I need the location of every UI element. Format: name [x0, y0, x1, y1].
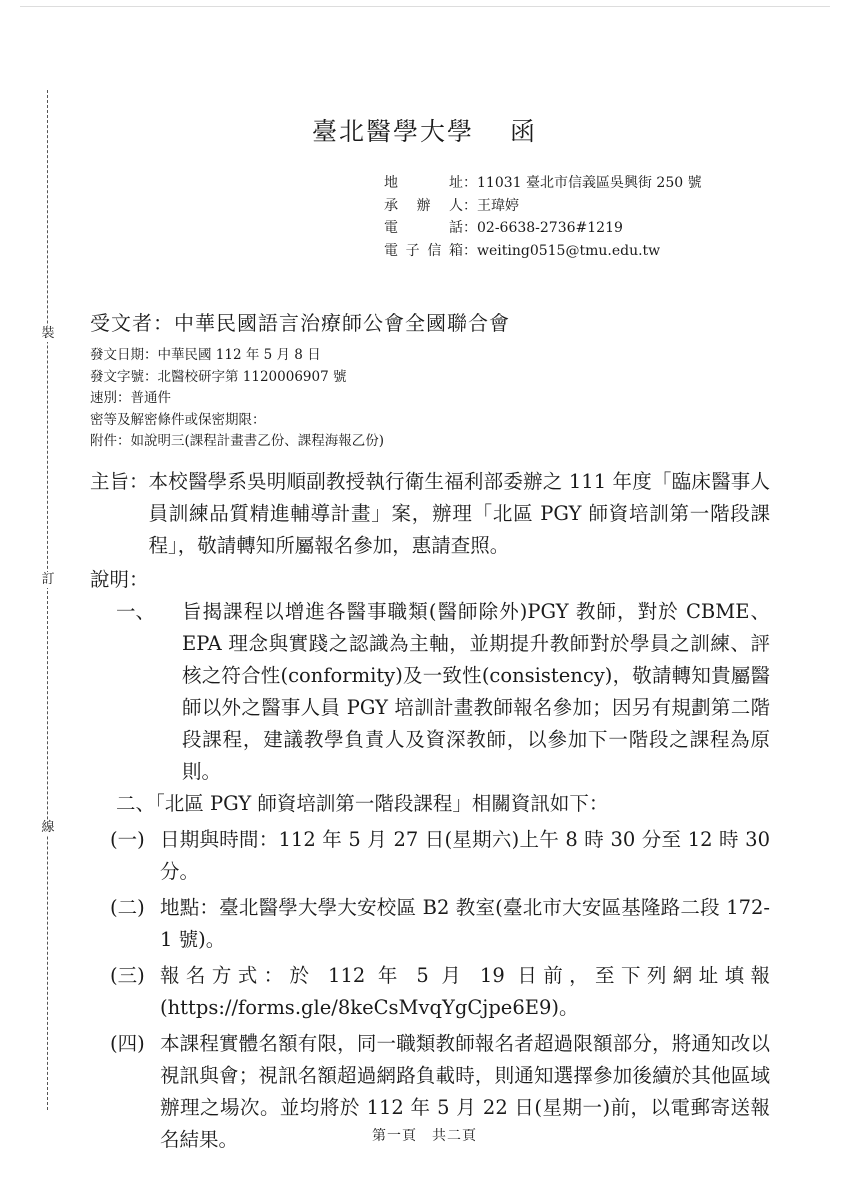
meta-confidentiality: 密等及解密條件或保密期限： — [90, 411, 266, 428]
sub-item-number: (一) — [110, 828, 145, 851]
meta-urgency: 速別：普通件 — [90, 390, 171, 406]
binding-mark-zhuang: 裝 — [41, 326, 55, 341]
scan-top-edge — [20, 6, 830, 7]
title-organization: 臺北醫學大學 — [311, 117, 474, 146]
page-footer: 第一頁 共二頁 — [372, 1128, 477, 1144]
sub-item-1 — [110, 824, 770, 888]
document-title — [0, 112, 849, 148]
meta-issue-number: 發文字號：北醫校研字第 1120006907 號 — [90, 368, 347, 385]
sub-item-3 — [110, 960, 770, 1024]
item-number: 二、 — [116, 792, 156, 815]
subject-label: 主旨： — [90, 470, 149, 493]
sub-item-number: (三) — [110, 964, 145, 987]
contact-block — [384, 172, 702, 262]
sub-item-number: (二) — [110, 896, 145, 919]
contact-phone: 電 話：02-6638-2736#1219 — [384, 220, 623, 236]
sub-item-number: (四) — [110, 1032, 145, 1055]
contact-email: 電子信箱：weiting0515@tmu.edu.tw — [384, 242, 661, 259]
sub-item-2 — [110, 892, 770, 956]
meta-attachment: 附件：如說明三(課程計畫書乙份、課程海報乙份) — [90, 433, 385, 449]
subject-text: 本校醫學系吳明順副教授執行衛生福利部委辦之 111 年度「臨床醫事人員訓練品質精進輔導計畫」案，辦理「北區 PGY 師資培訓第一階段課程」，敬請轉知所屬報名參加，惠請查照。 — [148, 470, 770, 557]
sub-item-text: 日期與時間：112 年 5 月 27 日(星期六)上午 8 時 30 分至 12 時 30 分。 — [160, 828, 770, 883]
sub-item-text: 報名方式：於 112 年 5 月 19 日前，至下列網址填報(https://forms.gle/8keCsMvqYgCjpe6E9)。 — [160, 964, 770, 1019]
item-number: 一、 — [116, 600, 156, 623]
sub-item-text: 本課程實體名額有限，同一職類教師報名者超過限額部分，將通知改以視訊與會；視訊名額超過網路負載時，則通知選擇參加後續於其他區域辦理之場次。並均將於 112 年 5 月 22 日(星期一)前，以電郵寄送報名結果。 — [160, 1032, 770, 1151]
binding-mark-ding: 訂 — [41, 572, 55, 587]
explanation-item-1 — [116, 596, 770, 788]
subject — [90, 466, 770, 562]
contact-handler: 承辦人：王瑋婷 — [384, 197, 519, 214]
contact-address: 地 址：11031 臺北市信義區吳興街 250 號 — [384, 175, 702, 191]
explanation-item-2 — [116, 788, 770, 820]
meta-block — [90, 345, 384, 453]
explanation-label: 說明： — [90, 568, 149, 591]
recipient: 受文者：中華民國語言治療師公會全國聯合會 — [90, 311, 510, 335]
item-text: 旨揭課程以增進各醫事職類(醫師除外)PGY 教師，對於 CBME、EPA 理念與實踐之認識為主軸，並期提升教師對於學員之訓練、評核之符合性(conformity)及一致性(consistency)，敬請轉知貴屬醫師以外之醫事人員 PGY 培訓計畫教師報名參加；因另有規劃第二階段課程，建議教學負責人及資深教師，以參加下一階段之課程為原則。 — [182, 600, 770, 783]
document-body — [90, 466, 770, 1156]
binding-mark-xian: 線 — [41, 820, 55, 835]
meta-issue-date: 發文日期：中華民國 112 年 5 月 8 日 — [90, 347, 321, 363]
title-doctype: 函 — [510, 117, 538, 146]
sub-item-text: 地點：臺北醫學大學大安校區 B2 教室(臺北市大安區基隆路二段 172-1 號)。 — [160, 896, 770, 951]
item-text: 「北區 PGY 師資培訓第一階段課程」相關資訊如下： — [155, 792, 609, 815]
binding-line — [47, 90, 48, 1110]
